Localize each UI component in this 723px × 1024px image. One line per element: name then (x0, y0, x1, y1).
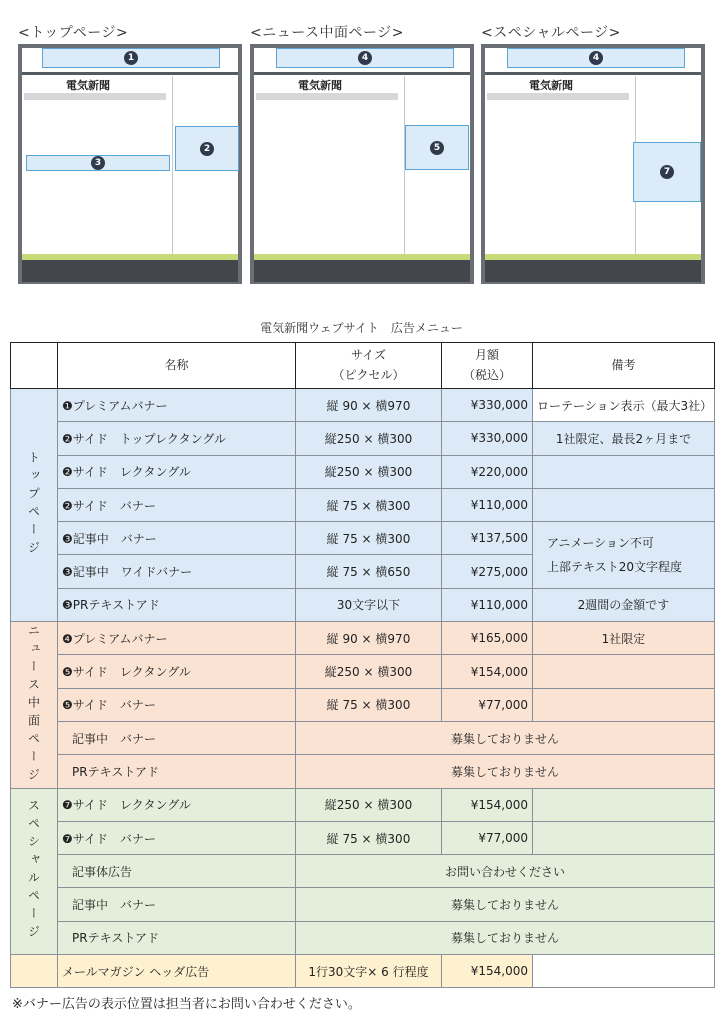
ad-slot-3 (26, 155, 170, 171)
preview-title-special: <スペシャルページ> (481, 25, 621, 41)
table-row (11, 455, 715, 488)
row-price: ¥110,000 (442, 488, 533, 521)
header-note: 備考 (533, 343, 715, 389)
row-note (533, 655, 715, 688)
ad-menu-table (10, 342, 715, 988)
footnote: ※バナー広告の表示位置は担当者にお問い合わせください。 (12, 997, 361, 1012)
header-price (442, 343, 533, 389)
group-label-mail (11, 955, 58, 988)
row-name: 記事中 バナー (58, 721, 296, 754)
row-name: ❷サイド レクタングル (58, 455, 296, 488)
slot-number-4: 4 (358, 51, 372, 65)
table-caption: 電気新聞ウェブサイト 広告メニュー (260, 321, 463, 335)
row-name: ❼サイド バナー (58, 821, 296, 854)
ad-slot-1 (42, 48, 220, 68)
row-price: ¥77,000 (442, 821, 533, 854)
row-size: 縦250 × 横300 (296, 655, 442, 688)
row-price: ¥220,000 (442, 455, 533, 488)
row-name: メールマガジン ヘッダ広告 (58, 955, 296, 988)
row-note: 1社限定 (533, 622, 715, 655)
header-price-line2: （税込） (462, 367, 511, 382)
row-note (533, 788, 715, 821)
newspaper-logo: 電気新聞 (66, 79, 110, 92)
row-price: ¥154,000 (442, 788, 533, 821)
row-span-note: 募集しておりません (296, 755, 715, 788)
row-size: 縦 75 × 横300 (296, 488, 442, 521)
row-price: ¥330,000 (442, 389, 533, 422)
preview-title-top: <トップページ> (18, 25, 129, 41)
ad-slot-4-special (507, 48, 685, 68)
table-row (11, 721, 715, 754)
preview-news-page (250, 44, 474, 284)
row-price: ¥165,000 (442, 622, 533, 655)
row-name: ❷サイド トップレクタングル (58, 422, 296, 455)
slot-number-4-special: 4 (589, 51, 603, 65)
table-header-row (11, 343, 715, 389)
row-name: ❺サイド バナー (58, 688, 296, 721)
row-note: 1社限定、最長2ヶ月まで (533, 422, 715, 455)
table-row (11, 688, 715, 721)
row-name: 記事中 バナー (58, 888, 296, 921)
ad-slot-2 (175, 126, 239, 171)
row-name: ❸PRテキストアド (58, 588, 296, 621)
row-size: 30文字以下 (296, 588, 442, 621)
table-row (11, 921, 715, 954)
header-size-line2: （ピクセル） (332, 367, 405, 382)
header-price-line1: 月額 (474, 348, 499, 363)
row-price: ¥330,000 (442, 422, 533, 455)
row-size: 縦250 × 横300 (296, 788, 442, 821)
row-name: PRテキストアド (58, 755, 296, 788)
row-name: ❶プレミアムバナー (58, 389, 296, 422)
table-row (11, 655, 715, 688)
row-size: 縦250 × 横300 (296, 455, 442, 488)
row-name: ❺サイド レクタングル (58, 655, 296, 688)
row-note (533, 688, 715, 721)
ad-slot-7 (633, 142, 701, 202)
table-row (11, 821, 715, 854)
row-price: ¥275,000 (442, 555, 533, 588)
row-price: ¥154,000 (442, 955, 533, 988)
row-price: ¥77,000 (442, 688, 533, 721)
row-size: 縦 90 × 横970 (296, 622, 442, 655)
row-span-note: 募集しておりません (296, 721, 715, 754)
group-label-top: トップページ (11, 389, 58, 622)
row-span-note: お問い合わせください (296, 855, 715, 888)
row-price: ¥110,000 (442, 588, 533, 621)
table-row (11, 422, 715, 455)
slot-number-1: 1 (124, 51, 138, 65)
row-note: ローテーション表示（最大3社） (533, 389, 715, 422)
preview-special-page (481, 44, 705, 284)
table-row (11, 855, 715, 888)
table-row (11, 622, 715, 655)
header-size (296, 343, 442, 389)
row-name: ❹プレミアムバナー (58, 622, 296, 655)
row-name: ❷サイド バナー (58, 488, 296, 521)
row-size: 縦 75 × 横300 (296, 688, 442, 721)
table-row (11, 788, 715, 821)
group-label-special: スペシャルページ (11, 788, 58, 954)
row-note (533, 488, 715, 521)
row-size: 縦 90 × 横970 (296, 389, 442, 422)
slot-number-7: 7 (660, 165, 674, 179)
newspaper-logo: 電気新聞 (529, 79, 573, 92)
row-size: 縦 75 × 横300 (296, 522, 442, 555)
row-note (533, 455, 715, 488)
preview-title-news: <ニュース中面ページ> (250, 25, 404, 41)
row-name: ❼サイド レクタングル (58, 788, 296, 821)
merged-note-line2: 上部テキスト20文字程度 (547, 559, 683, 574)
slot-number-5: 5 (430, 141, 444, 155)
table-row (11, 588, 715, 621)
row-price: ¥154,000 (442, 655, 533, 688)
row-name: PRテキストアド (58, 921, 296, 954)
row-name: 記事体広告 (58, 855, 296, 888)
header-group (11, 343, 58, 389)
slot-number-2: 2 (200, 142, 214, 156)
row-size: 縦 75 × 横300 (296, 821, 442, 854)
table-row (11, 755, 715, 788)
newspaper-logo: 電気新聞 (298, 79, 342, 92)
table-row (11, 955, 715, 988)
row-price: ¥137,500 (442, 522, 533, 555)
row-note-merged (533, 522, 715, 589)
row-name: ❸記事中 バナー (58, 522, 296, 555)
header-size-line1: サイズ (350, 348, 387, 363)
ad-slot-4 (276, 48, 454, 68)
row-span-note: 募集しておりません (296, 888, 715, 921)
table-row (11, 522, 715, 555)
preview-top-page (18, 44, 242, 284)
table-row (11, 888, 715, 921)
row-note: 2週間の金額です (533, 588, 715, 621)
row-name: ❸記事中 ワイドバナー (58, 555, 296, 588)
group-label-news: ニュース中面ページ (11, 622, 58, 788)
table-row (11, 488, 715, 521)
row-span-note: 募集しておりません (296, 921, 715, 954)
row-size: 縦 75 × 横650 (296, 555, 442, 588)
ad-slot-5 (405, 125, 469, 170)
merged-note-line1: アニメーション不可 (547, 535, 654, 550)
row-note (533, 955, 715, 988)
row-size: 縦250 × 横300 (296, 422, 442, 455)
slot-number-3: 3 (91, 156, 105, 170)
header-name: 名称 (58, 343, 296, 389)
row-note (533, 821, 715, 854)
row-size: 1行30文字× 6 行程度 (296, 955, 442, 988)
table-row (11, 389, 715, 422)
